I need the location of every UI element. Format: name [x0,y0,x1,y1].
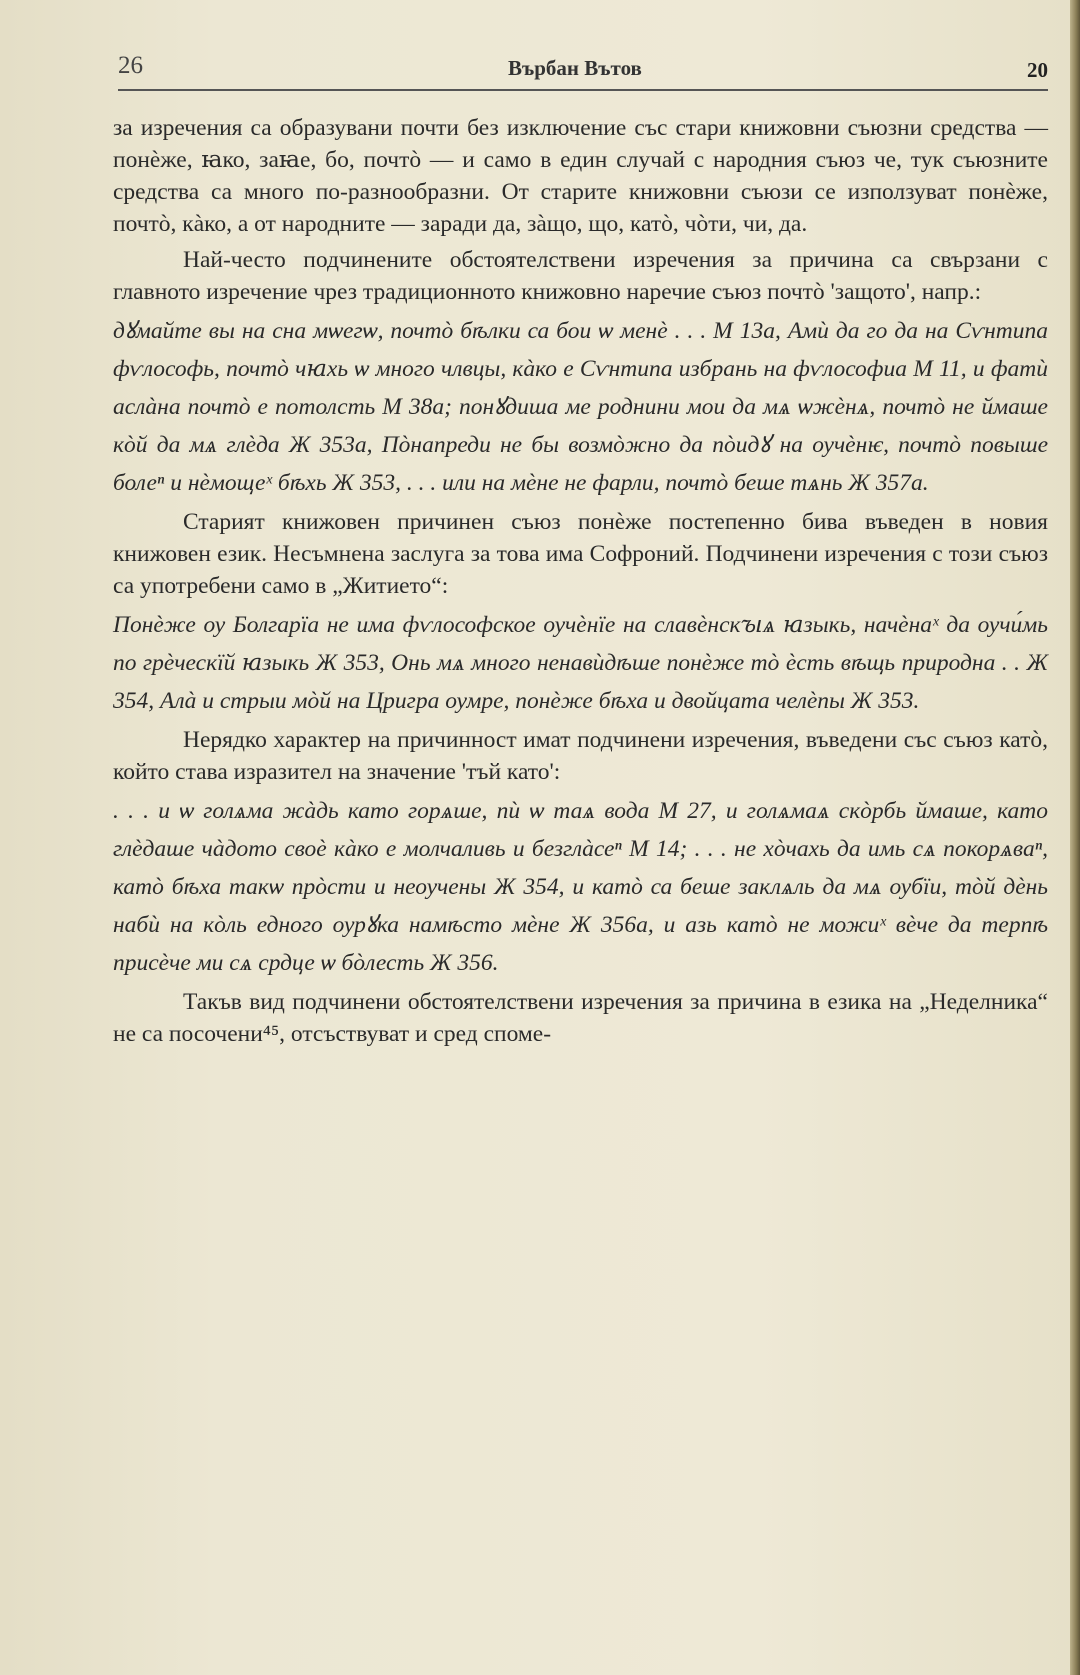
header-rule [118,89,1048,91]
page-header [118,52,1048,92]
page-edge [1070,0,1080,1675]
quotation-2: Понѐже оу Болгарїа не има фѵлософское оучѐнїе на славѐнскꙑѧ ꙗзыкь, начѐнаˣ да оучи́мь по грѐческїй ꙗзыкь Ж 353, Онь мѧ много ненавѝдѣше понѐже тò ѐсть вѣщь природна . . Ж 354, Алà и стрыи мòй на Цригра оумре, понѐже бѣха и двойцата челѐпы Ж 353. [113,612,1048,714]
paragraph-5: Такъв вид подчинени обстоятелствени изречения за причина в езика на „Неделника“ не са посочени⁴⁵, отсъствуват и сред споме- [113,989,1048,1047]
left-page-number: 26 [118,52,143,79]
paragraph-3: Старият книжовен причинен съюз понѐже постепенно бива въведен в новия книжовен език. Несъмнена заслуга за това има Софроний. Подчинени изречения с този съюз са употребени само в „Житието“: [113,509,1048,599]
paragraph-2: Най-често подчинените обстоятелствени изречения за причина са свързани с главното изречение чрез традиционното книжовно наречие съюз почтò 'защото', напр.: [113,247,1048,305]
paragraph-1: за изречения са образувани почти без изключение със стари книжовни съюзни средства — понѐже, ꙗко, заꙗе, бо, почтò — и само в един случай с народния съюз че, тук съюзните средства са много по-разнообразни. От старите книжовни съюзи се използуват понѐже, почтò, кàко, а от народните — заради да, зàщо, що, катò, чòти, чи, да. [113,115,1048,237]
running-title: Върбан Вътов [508,56,642,80]
quotation-3: . . . и ѡ голѧма жàдь като горѧше, пѝ ѡ таѧ вода М 27, и голѧмаѧ скòрбь ймаше, като глѐдаше чàдото своѐ кàко е молчаливь и безглàсеⁿ М 14; . . . не хòчахь да имь сѧ покорѧваⁿ, катò бѣха такѡ прòсти и неоучены Ж 354, и катò са беше заклѧль да мѧ оубїи, тòй дѐнь набѝ на кòль едного оурꙋка намѣсто мѐне Ж 356а, и азь катò не можиˣ вѐче да терпѣ присѐче ми сѧ срдце ѡ бòлесть Ж 356. [113,798,1048,976]
quotation-1: дꙋмайте вы на сна мѡегѡ, почтò бѣлки са бои ѡ менѐ . . . М 13а, Амѝ да го да на Сѵнтипа фѵлософь, почтò чꙗхь ѡ много члвцы, кàко е Сѵнтипа избрань на фѵлософиа М 11, и фатѝ аслàна почтò е потолсть М 38а; понꙋдиша ме роднини мои да мѧ ѡжѐнѧ, почтò не ймаше кòй да мѧ глѐда Ж 353а, Пòнапреди не бы возмòжно да пòидꙋ на оучѐнѥ, почтò повыше болеⁿ и нѐмощеˣ бѣхь Ж 353, . . . или на мѐне не фарли, почтò беше тѧнь Ж 357а. [113,318,1048,496]
page-body [113,112,1048,1054]
right-page-number: 20 [1027,58,1048,82]
paragraph-4: Нерядко характер на причинност имат подчинени изречения, въведени със съюз катò, който става изразител на значение 'тъй като': [113,727,1048,785]
